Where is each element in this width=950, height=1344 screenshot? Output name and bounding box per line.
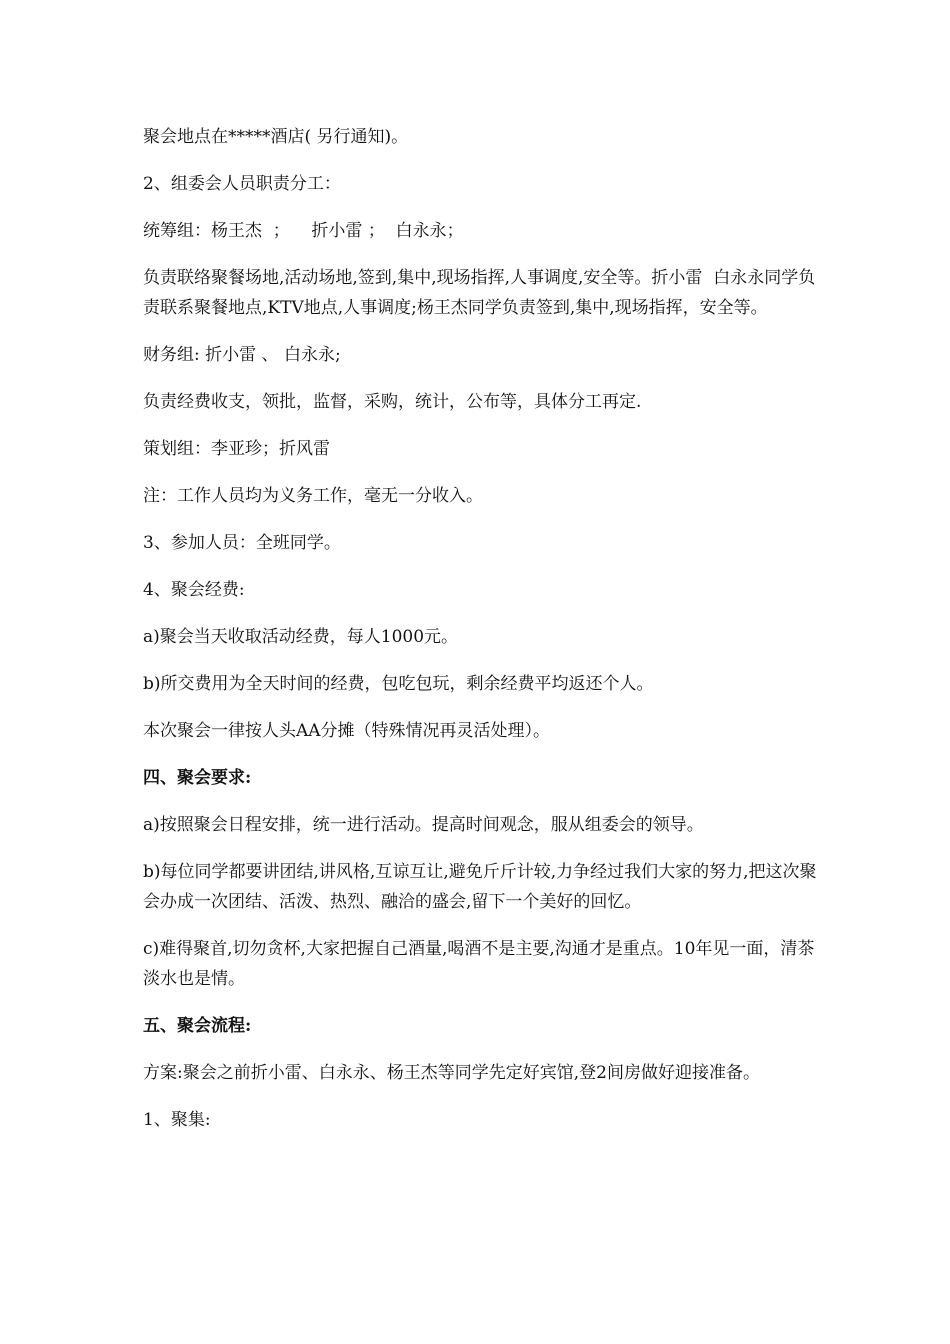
requirements-section-heading: 四、聚会要求: bbox=[143, 768, 252, 788]
venue-paragraph: 聚会地点在*****酒店( 另行通知)。 bbox=[143, 127, 409, 147]
funds-item-b: b)所交费用为全天时间的经费，包吃包玩，剩余经费平均返还个人。 bbox=[143, 674, 654, 694]
funds-heading: 4、聚会经费: bbox=[143, 580, 245, 600]
gathering-heading: 1、聚集: bbox=[143, 1110, 211, 1130]
plan-paragraph: 方案:聚会之前折小雷、白永永、杨王杰等同学先定好宾馆,登2间房做好迎接准备。 bbox=[143, 1063, 760, 1083]
volunteer-note-paragraph: 注：工作人员均为义务工作，毫无一分收入。 bbox=[143, 486, 483, 506]
planning-group-paragraph: 策划组：李亚珍；折风雷 bbox=[143, 439, 330, 459]
coordination-group-paragraph: 统筹组：杨王杰 ； 折小雷 ； 白永永； bbox=[143, 221, 464, 241]
requirements-item-b: b)每位同学都要讲团结,讲风格,互谅互让,避免斤斤计较,力争经过我们大家的努力,把这次聚会办成一次团结、活泼、热烈、融洽的盛会,留下一个美好的回忆。 bbox=[143, 862, 817, 912]
document-page bbox=[143, 122, 823, 1152]
process-section-heading: 五、聚会流程: bbox=[143, 1016, 252, 1036]
finance-duties-paragraph: 负责经费收支，领批，监督，采购，统计，公布等，具体分工再定. bbox=[143, 392, 642, 412]
requirements-item-a: a)按照聚会日程安排，统一进行活动。提高时间观念，服从组委会的领导。 bbox=[143, 815, 704, 835]
finance-group-paragraph: 财务组: 折小雷 、 白永永; bbox=[143, 345, 341, 365]
cost-split-paragraph: 本次聚会一律按人头AA分摊（特殊情况再灵活处理）。 bbox=[143, 721, 551, 741]
committee-duties-heading: 2、组委会人员职责分工： bbox=[143, 174, 341, 194]
participants-paragraph: 3、参加人员：全班同学。 bbox=[143, 533, 341, 553]
requirements-item-c: c)难得聚首,切勿贪杯,大家把握自己酒量,喝酒不是主要,沟通才是重点。10年见一面，清茶淡水也是情。 bbox=[143, 939, 815, 989]
coordination-duties-paragraph: 负责联络聚餐场地,活动场地,签到,集中,现场指挥,人事调度,安全等。折小雷 白永永同学负责联系聚餐地点,KTV地点,人事调度;杨王杰同学负责签到,集中,现场指挥，安全等。 bbox=[143, 268, 816, 318]
funds-item-a: a)聚会当天收取活动经费，每人1000元。 bbox=[143, 627, 459, 647]
